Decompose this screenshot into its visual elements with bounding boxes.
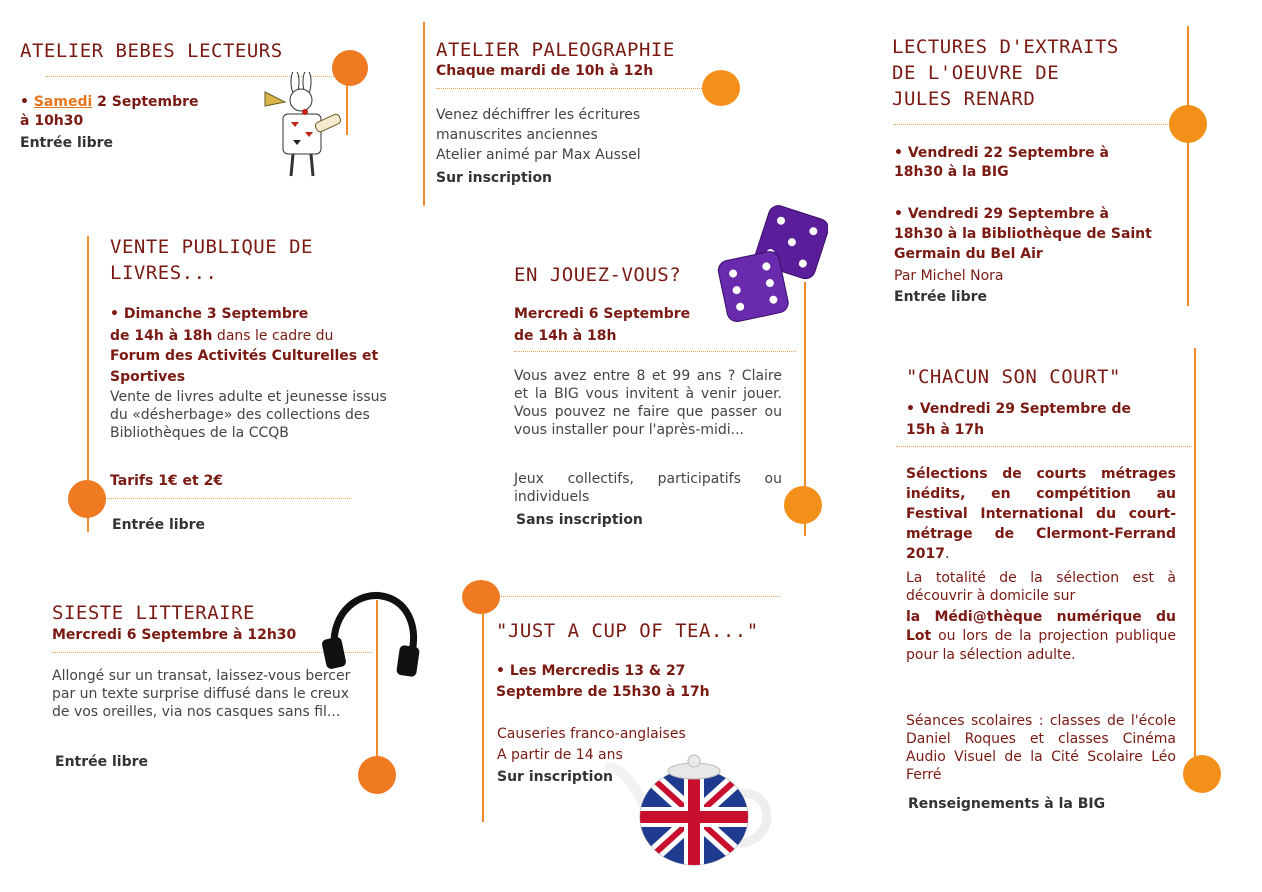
court-selection: Sélections de courts métrages inédits, en compétition au Festival International du court-métrage de Clermont-Ferrand 2017 (906, 466, 1176, 562)
sieste-title: SIESTE LITTERAIRE (52, 602, 255, 624)
headphones-icon (320, 590, 422, 686)
vente-desc: Vente de livres adulte et jeunesse issus du «désherbage» des collections des Bibliothèques de la CCQB (110, 389, 387, 441)
vente-hours: de 14h à 18h (110, 328, 213, 344)
paleo-desc-1: Venez déchiffrer les écritures (436, 107, 641, 123)
paleo-vline (423, 22, 425, 206)
lectures-date2-c: Germain du Bel Air (894, 246, 1043, 262)
lectures-divider (894, 124, 1170, 125)
paleo-registration: Sur inscription (436, 170, 553, 186)
bebes-bullet: • (20, 94, 34, 110)
court-mediatheque: la Médi@thèque numérique du Lot (906, 609, 1176, 644)
tea-date-2: Septembre de 15h30 à 17h (496, 684, 710, 700)
jeux-registration: Sans inscription (516, 512, 643, 528)
vente-title: VENTE PUBLIQUE DE LIVRES... (110, 236, 313, 284)
bebes-date: 2 Septembre (92, 94, 199, 110)
jeux-date-2: de 14h à 18h (514, 328, 617, 344)
sieste-dot (358, 756, 396, 794)
paleo-desc-3: Atelier animé par Max Aussel (436, 147, 641, 163)
paleo-dot (702, 70, 740, 106)
jeux-divider (514, 351, 796, 352)
tea-divider (480, 596, 780, 597)
bebes-day-link[interactable]: Samedi (33, 94, 93, 110)
court-date-1: • Vendredi 29 Septembre de (906, 401, 1132, 417)
lectures-by: Par Michel Nora (894, 268, 1004, 284)
paleo-desc-2: manuscrites anciennes (436, 127, 598, 143)
lectures-entry: Entrée libre (894, 289, 988, 305)
tea-desc-1: Causeries franco-anglaises (497, 726, 686, 742)
lectures-dot (1169, 105, 1207, 143)
jeux-desc-2: Jeux collectifs, participatifs ou individuels (514, 471, 782, 505)
vente-divider (88, 498, 352, 499)
sieste-entry: Entrée libre (55, 754, 149, 770)
court-vline (1194, 348, 1196, 768)
court-info: Renseignements à la BIG (908, 796, 1106, 812)
vente-forum-2: Sportives (110, 369, 186, 385)
jeux-title: EN JOUEZ-VOUS? (514, 264, 682, 286)
lectures-date1-a: • Vendredi 22 Septembre à (894, 145, 1109, 161)
lectures-title: LECTURES D'EXTRAITS DE L'OEUVRE DE JULES RENARD (892, 36, 1119, 110)
vente-context: dans le cadre du (212, 328, 334, 344)
tea-vline (482, 612, 484, 822)
paleo-divider (436, 88, 706, 89)
tea-date-1: • Les Mercredis 13 & 27 (496, 663, 686, 679)
tea-dot (462, 580, 500, 614)
vente-date1: • Dimanche 3 Septembre (110, 306, 309, 322)
sieste-desc: Allongé sur un transat, laissez-vous bercer par un texte surprise diffusé dans le creux de vos oreilles, via nos casques sans fil... (52, 668, 351, 720)
vente-forum-1: Forum des Activités Culturelles et (110, 348, 379, 364)
lectures-vline (1187, 26, 1189, 306)
court-title: "CHACUN SON COURT" (906, 366, 1121, 388)
court-selection-end: . (944, 546, 950, 562)
jeux-dot (784, 486, 822, 524)
bebes-title: ATELIER BEBES LECTEURS (20, 40, 283, 62)
court-date-2: 15h à 17h (906, 422, 985, 438)
court-desc-1: La totalité de la sélection est à découvrir à domicile sur (906, 570, 1176, 604)
court-school: Séances scolaires : classes de l'école Daniel Roques et classes Cinéma Audio Visuel de la Cité Scolaire Léo Ferré (906, 713, 1176, 783)
jeux-desc: Vous avez entre 8 et 99 ans ? Claire et la BIG vous invitent à venir jouer. Vous pouvez ne faire que passer ou vous installer pour l'après-midi... (514, 368, 782, 438)
tea-title: "JUST A CUP OF TEA..." (496, 620, 759, 642)
paleo-schedule: Chaque mardi de 10h à 12h (436, 63, 654, 79)
jeux-date-1: Mercredi 6 Septembre (514, 306, 691, 322)
vente-dot (68, 480, 106, 518)
teapot-icon (600, 745, 776, 867)
vente-price: Tarifs 1€ et 2€ (110, 473, 224, 489)
paleo-title: ATELIER PALEOGRAPHIE (436, 39, 675, 61)
tea-desc-2: A partir de 14 ans (497, 747, 623, 763)
sieste-date: Mercredi 6 Septembre à 12h30 (52, 627, 297, 643)
lectures-date2-a: • Vendredi 29 Septembre à (894, 206, 1109, 222)
lectures-date2-b: 18h30 à la Bibliothèque de Saint (894, 226, 1152, 242)
bebes-entry: Entrée libre (20, 135, 114, 151)
tea-registration: Sur inscription (497, 769, 614, 785)
lectures-date1-b: 18h30 à la BIG (894, 164, 1009, 180)
court-divider (896, 446, 1192, 447)
dice-icon (716, 205, 828, 323)
court-mediatheque-rest: ou lors de la projection publique pour la sélection adulte. (906, 628, 1176, 663)
court-dot (1183, 755, 1221, 793)
bebes-time: à 10h30 (20, 113, 84, 129)
white-rabbit-icon (255, 72, 347, 184)
vente-entry: Entrée libre (112, 517, 206, 533)
